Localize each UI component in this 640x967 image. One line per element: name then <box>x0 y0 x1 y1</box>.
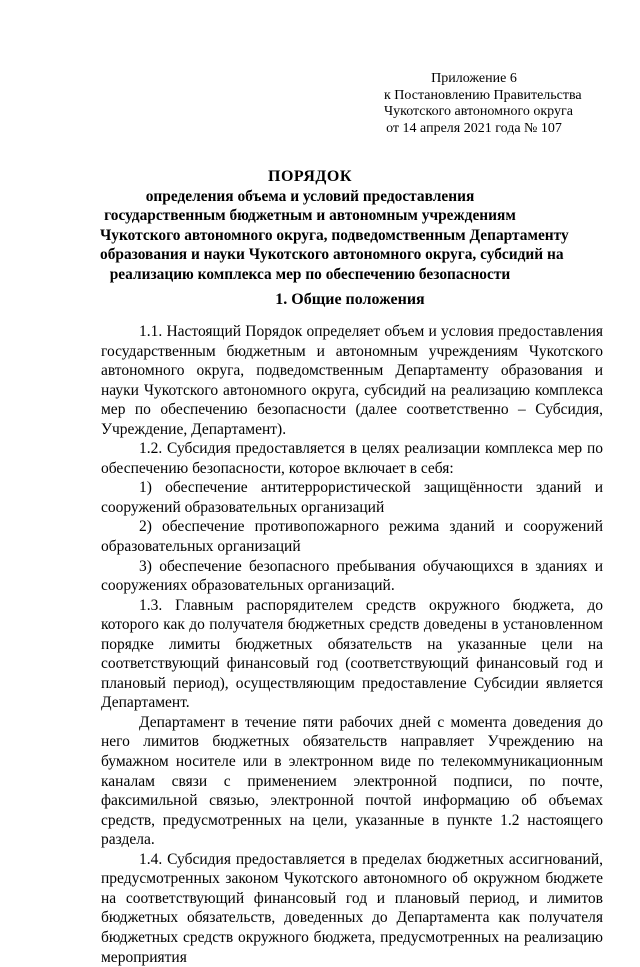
title-line: реализацию комплекса мер по обеспечению безопасности <box>109 265 511 283</box>
paragraph: 3) обеспечение безопасного пребывания обучающихся в зданиях и сооружениях образовательных организаций. <box>101 557 603 595</box>
appendix-line: Приложение 6 <box>431 71 517 86</box>
document-body <box>101 322 603 967</box>
paragraph: 2) обеспечение противопожарного режима зданий и сооружений образовательных организаций <box>101 518 603 556</box>
paragraph: 1.1. Настоящий Порядок определяет объем и условия предоставления государственным бюджетным и автономным учреждениям Чукотского автономного округа, подведомственным Департаменту образования и науки Чукотского автономного округа, субсидий на реализацию комплекса мер по обеспечению безопасности (далее соответственно – Субсидия, Учреждение, Департамент). <box>101 323 603 438</box>
title-main: ПОРЯДОК <box>268 168 352 185</box>
paragraph: 1.4. Субсидия предоставляется в пределах бюджетных ассигнований, предусмотренных законом Чукотского автономного об окружном бюджете на соответствующий финансовый год и плановый период, и лимитов бюджетных обязательств, доведенных до Департамента как получателя бюджетных средств окружного бюджета, предусмотренных на реализацию мероприятия <box>101 850 603 966</box>
appendix-line: Чукотского автономного округа <box>384 104 573 120</box>
paragraph: 1.3. Главным распорядителем средств окружного бюджета, до которого как до получателя бюджетных средств доведены в установленном порядке лимиты бюджетных обязательств на указанные цели на соответствующий финансовый год (соответствующий финансовый год и плановый период), осуществляющим предоставление Субсидии является Департамент. <box>101 596 603 712</box>
document-title <box>100 167 569 284</box>
appendix-header <box>384 71 582 137</box>
paragraph: Департамент в течение пяти рабочих дней с момента доведения до него лимитов бюджетных обязательств направляет Учреждению на бумажном носителе или в электронном виде по телекоммуникационным каналам связи с применением электронной подписи, по почте, факсимильной связью, электронной почтой информацию об объемах средств, предусмотренных на цели, указанные в пункте 1.2 настоящего раздела. <box>101 713 603 849</box>
appendix-line: к Постановлению Правительства <box>384 87 582 103</box>
title-line: Чукотского автономного округа, подведомственным Департаменту <box>100 226 569 244</box>
paragraph: 1.2. Субсидия предоставляется в целях реализации комплекса мер по обеспечению безопасности, которое включает в себя: <box>101 440 603 477</box>
title-line: определения объема и условий предоставления <box>145 187 475 205</box>
title-line: образования и науки Чукотского автономного округа, субсидий на <box>100 246 564 263</box>
section-heading: 1. Общие положения <box>275 291 425 308</box>
appendix-line: от 14 апреля 2021 года № 107 <box>386 120 562 136</box>
title-line: государственным бюджетным и автономным учреждениям <box>104 207 516 224</box>
paragraph: 1) обеспечение антитеррористической защищённости зданий и сооружений образовательных организаций <box>101 479 603 516</box>
